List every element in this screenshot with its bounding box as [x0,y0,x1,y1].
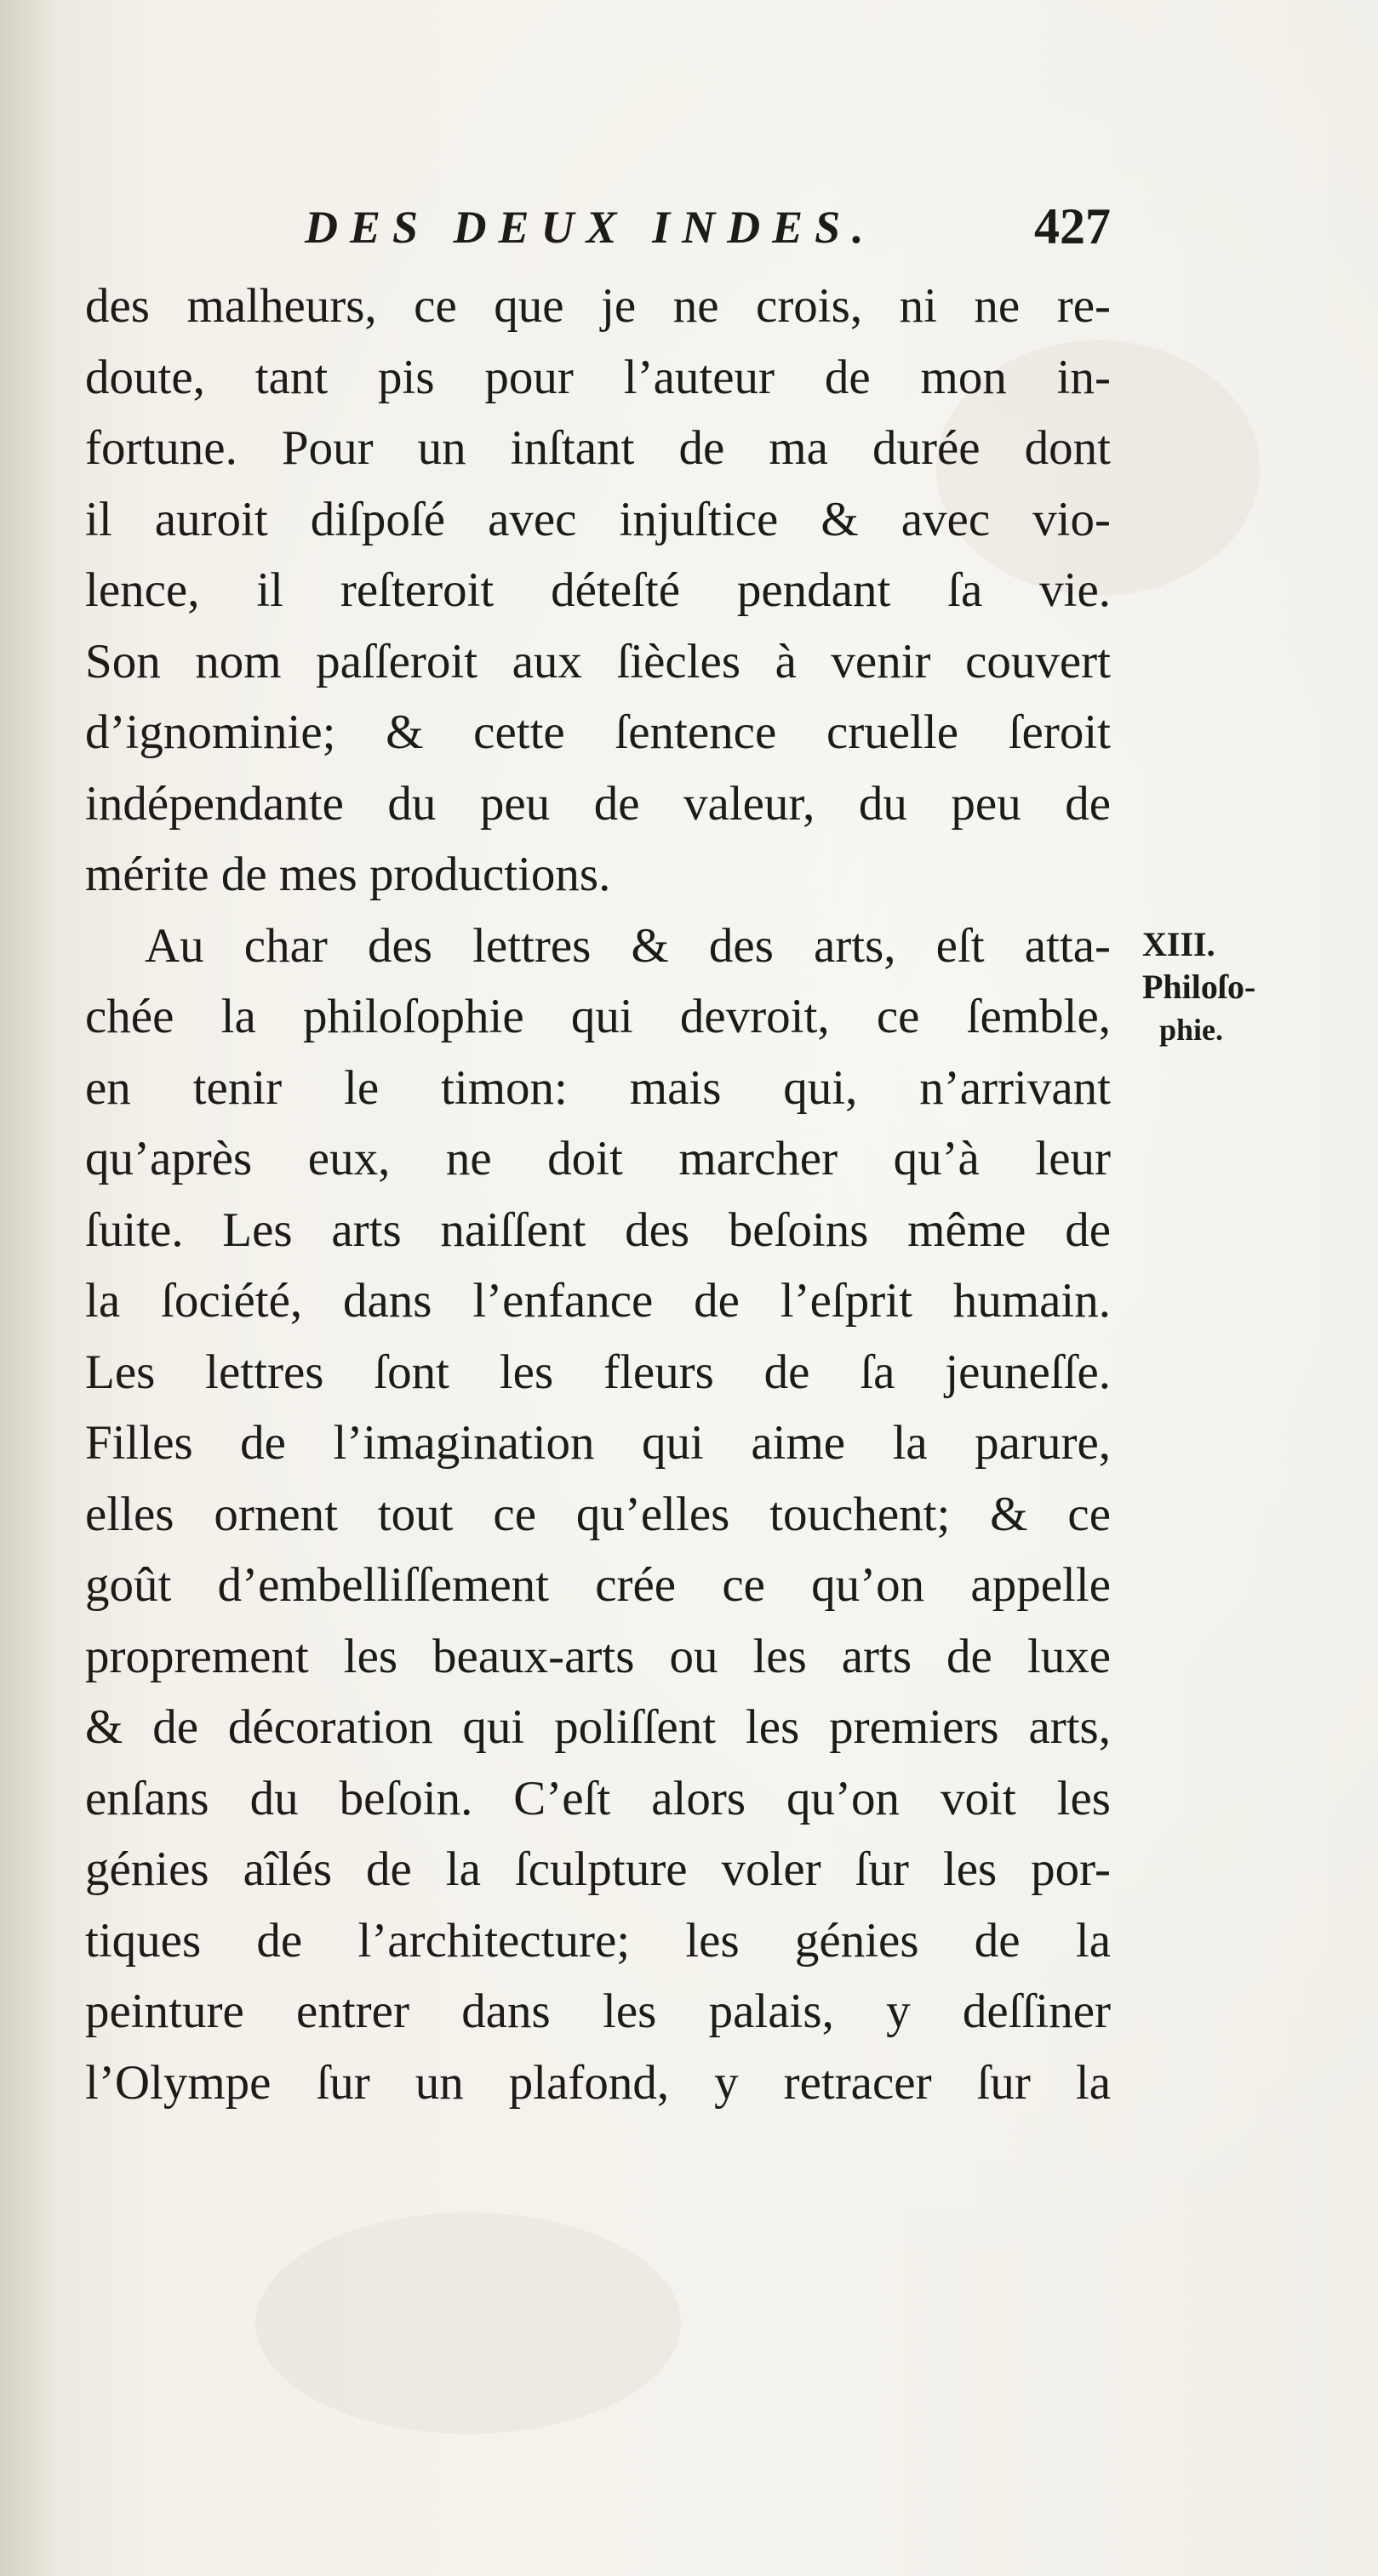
marginal-section-number: XIII. [1142,925,1215,963]
text-line: ſuite. Les arts naiſſent des beſoins même de [85,1202,1111,1257]
running-title: DES DEUX INDES. [305,202,876,253]
spine-shadow [0,0,60,2576]
text-line: la ſociété, dans l’enfance de l’eſprit humain. [85,1274,1111,1328]
marginal-note [1142,923,1338,1051]
text-line: mérite de mes productions. [85,848,611,901]
running-header [85,194,1111,262]
marginal-heading-line-1: Philoſo- [1142,968,1256,1006]
body-text [85,271,1111,2118]
text-line: goût d’embelliſſement crée ce qu’on appelle [85,1558,1111,1612]
text-line: Son nom paſſeroit aux ſiècles à venir couvert [85,634,1111,688]
text-line: génies aîlés de la ſculpture voler ſur les por- [85,1842,1111,1896]
text-line: lence, il reſteroit déteſté pendant ſa vie. [85,563,1111,617]
text-line: des malheurs, ce que je ne crois, ni ne re- [85,279,1111,333]
paragraph-2 [85,911,1111,2119]
text-line: fortune. Pour un inſtant de ma durée dont [85,421,1111,475]
text-line: doute, tant pis pour l’auteur de mon in- [85,350,1111,404]
text-line: proprement les beaux-arts ou les arts de luxe [85,1629,1111,1683]
text-line: en tenir le timon: mais qui, n’arrivant [85,1060,1111,1115]
text-line: qu’après eux, ne doit marcher qu’à leur [85,1132,1111,1185]
text-line: l’Olympe ſur un plafond, y retracer ſur la [85,2055,1111,2110]
text-line: elles ornent tout ce qu’elles touchent; & ce [85,1487,1111,1541]
text-line: Les lettres ſont les fleurs de ſa jeuneſſe. [85,1345,1111,1399]
text-line: enſans du beſoin. C’eſt alors qu’on voit les [85,1771,1111,1825]
text-line: indépendante du peu de valeur, du peu de [85,776,1111,831]
text-line: Filles de l’imagination qui aime la parure, [85,1416,1111,1470]
text-line: d’ignominie; & cette ſentence cruelle ſeroit [85,705,1111,759]
text-line: il auroit diſpoſé avec injuſtice & avec vio- [85,492,1111,546]
marginal-heading-line-2: phie. [1159,1013,1224,1047]
text-line: chée la philoſophie qui devroit, ce ſemble, [85,990,1111,1043]
text-line: Au char des lettres & des arts, eſt atta- [145,918,1111,973]
text-line: peinture entrer dans les palais, y deſſiner [85,1985,1111,2038]
paragraph-1 [85,271,1111,911]
text-line: tiques de l’architecture; les génies de la [85,1913,1111,1968]
text-line: & de décoration qui poliſſent les premiers arts, [85,1700,1111,1754]
paper-stain [255,2213,681,2434]
page-number: 427 [1034,198,1111,254]
